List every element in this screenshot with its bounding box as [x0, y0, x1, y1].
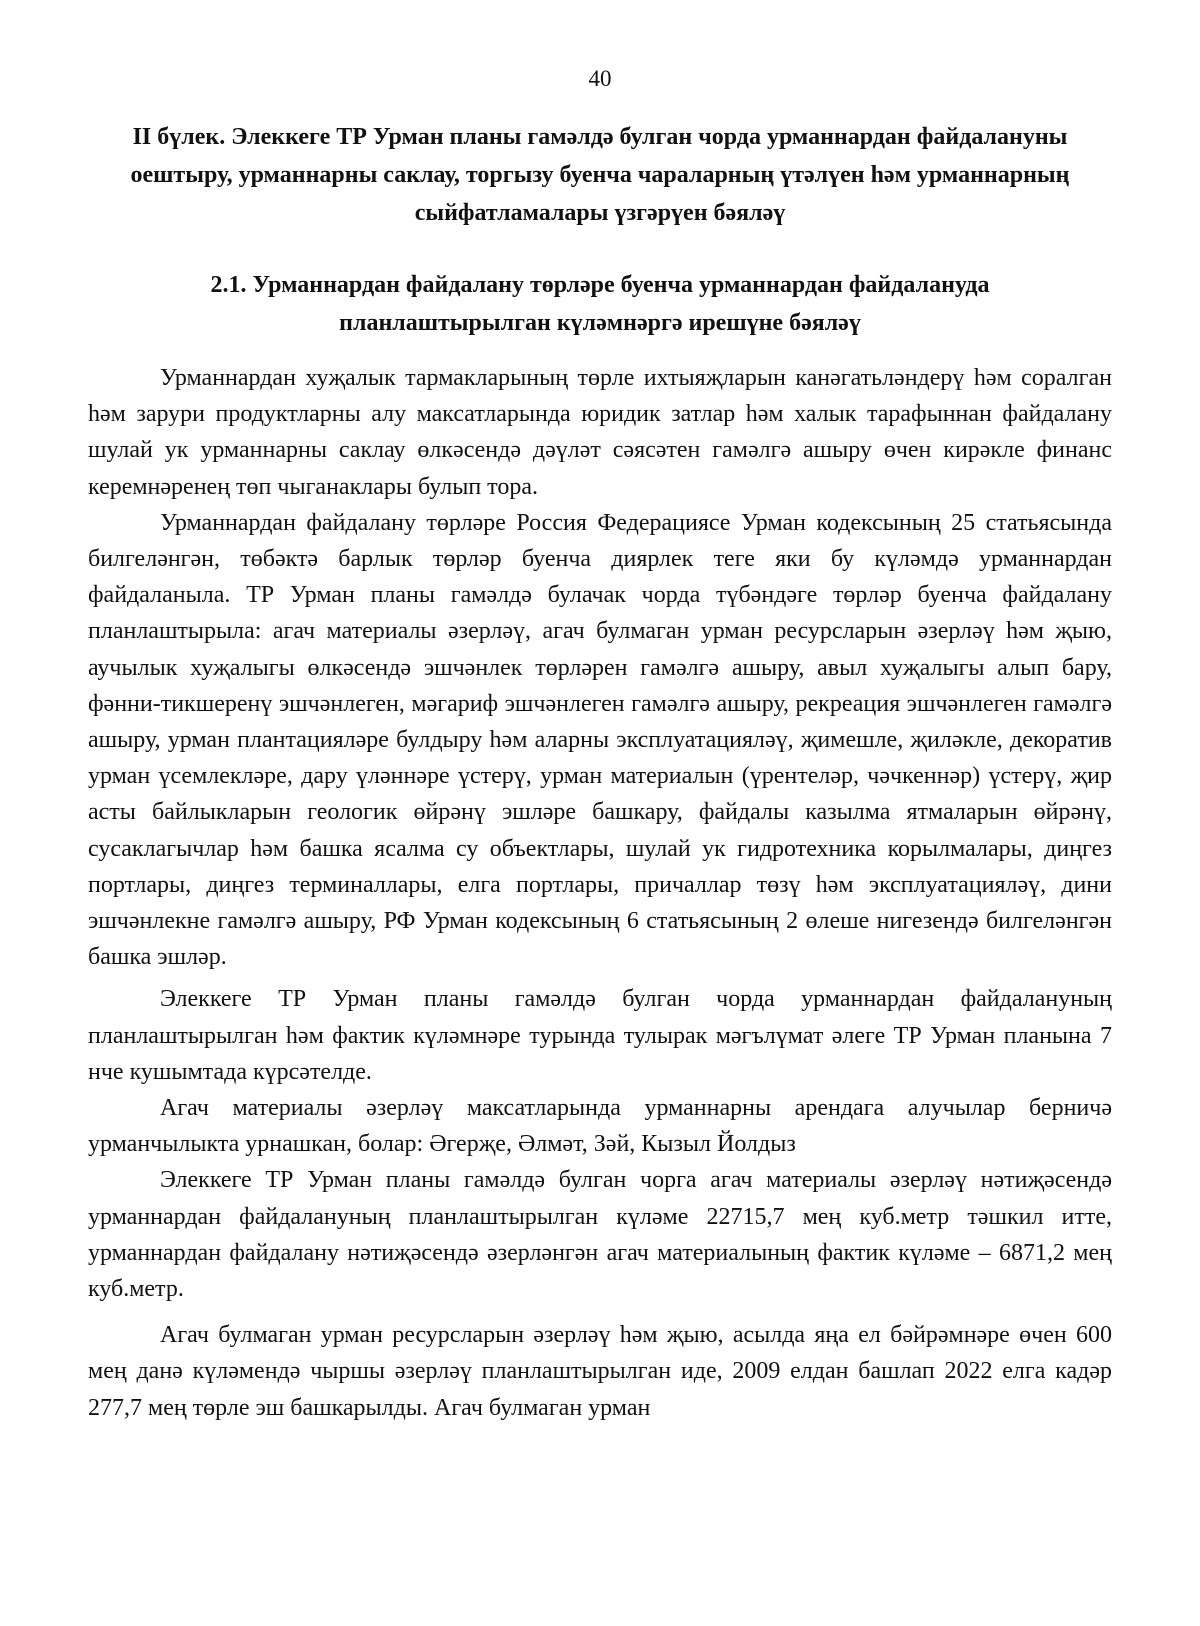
paragraph: Элеккеге ТР Урман планы гамәлдә булган чорда урманнардан файдалануның планлаштырылган һәм фактик күләмнәре турында тулырак мәгълүмат әлеге ТР Урман планына 7 нче кушымтада күрсәтелде.: [88, 986, 1112, 1085]
page-number: 40: [588, 66, 612, 91]
paragraph: Агач материалы әзерләү максатларында урманнарны арендага алучылар берничә урманчылыкта урнашкан, болар: Әгерҗе, Әлмәт, Зәй, Кызыл Йолдыз: [88, 1095, 1112, 1158]
chapter-title: II бүлек. Элеккеге ТР Урман планы гамәлдә булган чорда урманнардан файдалануны оештыру, урманнарны саклау, торгызу буенча чараларның үтәлүен һәм урманнарның сыйфатламалары үзгәрүен бәяләү: [130, 124, 1070, 226]
paragraph: Урманнардан хуҗалык тармакларының төрле ихтыяҗларын канәгатьләндерү һәм соралган һәм зарури продуктларны алу максатларында юридик затлар һәм халык тарафыннан файдалану шулай ук урманнарны саклау өлкәсендә дәүләт сәясәтен гамәлгә ашыру өчен кирәкле финанс керемнәренең төп чыганаклары булып тора.: [88, 365, 1112, 500]
body-text: [88, 360, 1112, 1426]
paragraph: Агач булмаган урман ресурсларын әзерләү һәм җыю, асылда яңа ел бәйрәмнәре өчен 600 мең данә күләмендә чыршы әзерләү планлаштырылган иде, 2009 елдан башлап 2022 елга кадәр 277,7 мең төрле эш башкарылды. Агач булмаган урман: [88, 1322, 1112, 1421]
paragraph: Элеккеге ТР Урман планы гамәлдә булган чорга агач материалы әзерләү нәтиҗәсендә урманнардан файдалануның планлаштырылган күләме 22715,7 мең куб.метр тәшкил итте, урманнардан файдалану нәтиҗәсендә әзерләнгән агач материалының фактик күләме – 6871,2 мең куб.метр.: [88, 1167, 1112, 1303]
paragraph: Урманнардан файдалану төрләре Россия Федерациясе Урман кодексының 25 статьясында билгеләнгән, төбәктә барлык төрләр буенча диярлек теге яки бу күләмдә урманнардан файдаланыла. ТР Урман планы гамәлдә булачак чорда түбәндәге төрләр буенча файдалану планлаштырыла: агач материалы әзерләү, агач булмаган урман ресурсларын әзерләү һәм җыю, аучылык хуҗалыгы өлкәсендә эшчәнлек төрләрен гамәлгә ашыру, авыл хуҗалыгы алып бару, фәнни-тикшеренү эшчәнлеген, мәгариф эшчәнлеген гамәлгә ашыру, рекреация эшчәнлеген гамәлгә ашыру, урман плантацияләре булдыру һәм аларны эксплуатацияләү, җимешле, җиләкле, декоратив урман үсемлекләре, дару үләннәре үстерү, урман материалын (үрентеләр, чәчкеннәр) үстерү, җир асты байлыкларын геологик өйрәнү эшләре башкару, файдалы казылма ятмаларын өйрәнү, сусаклагычлар һәм башка ясалма су объектлары, шулай ук гидротехника корылмалары, диңгез портлары, диңгез терминаллары, елга портлары, причаллар төзү һәм эксплуатацияләү, дини эшчәнлекне гамәлгә ашыру, РФ Урман кодексының 6 статьясының 2 өлеше нигезендә билгеләнгән башка эшләр.: [88, 509, 1112, 971]
section-title: 2.1. Урманнардан файдалану төрләре буенча урманнардан файдалануда планлаштырылган күләмнәргә ирешүне бәяләү: [210, 272, 990, 336]
